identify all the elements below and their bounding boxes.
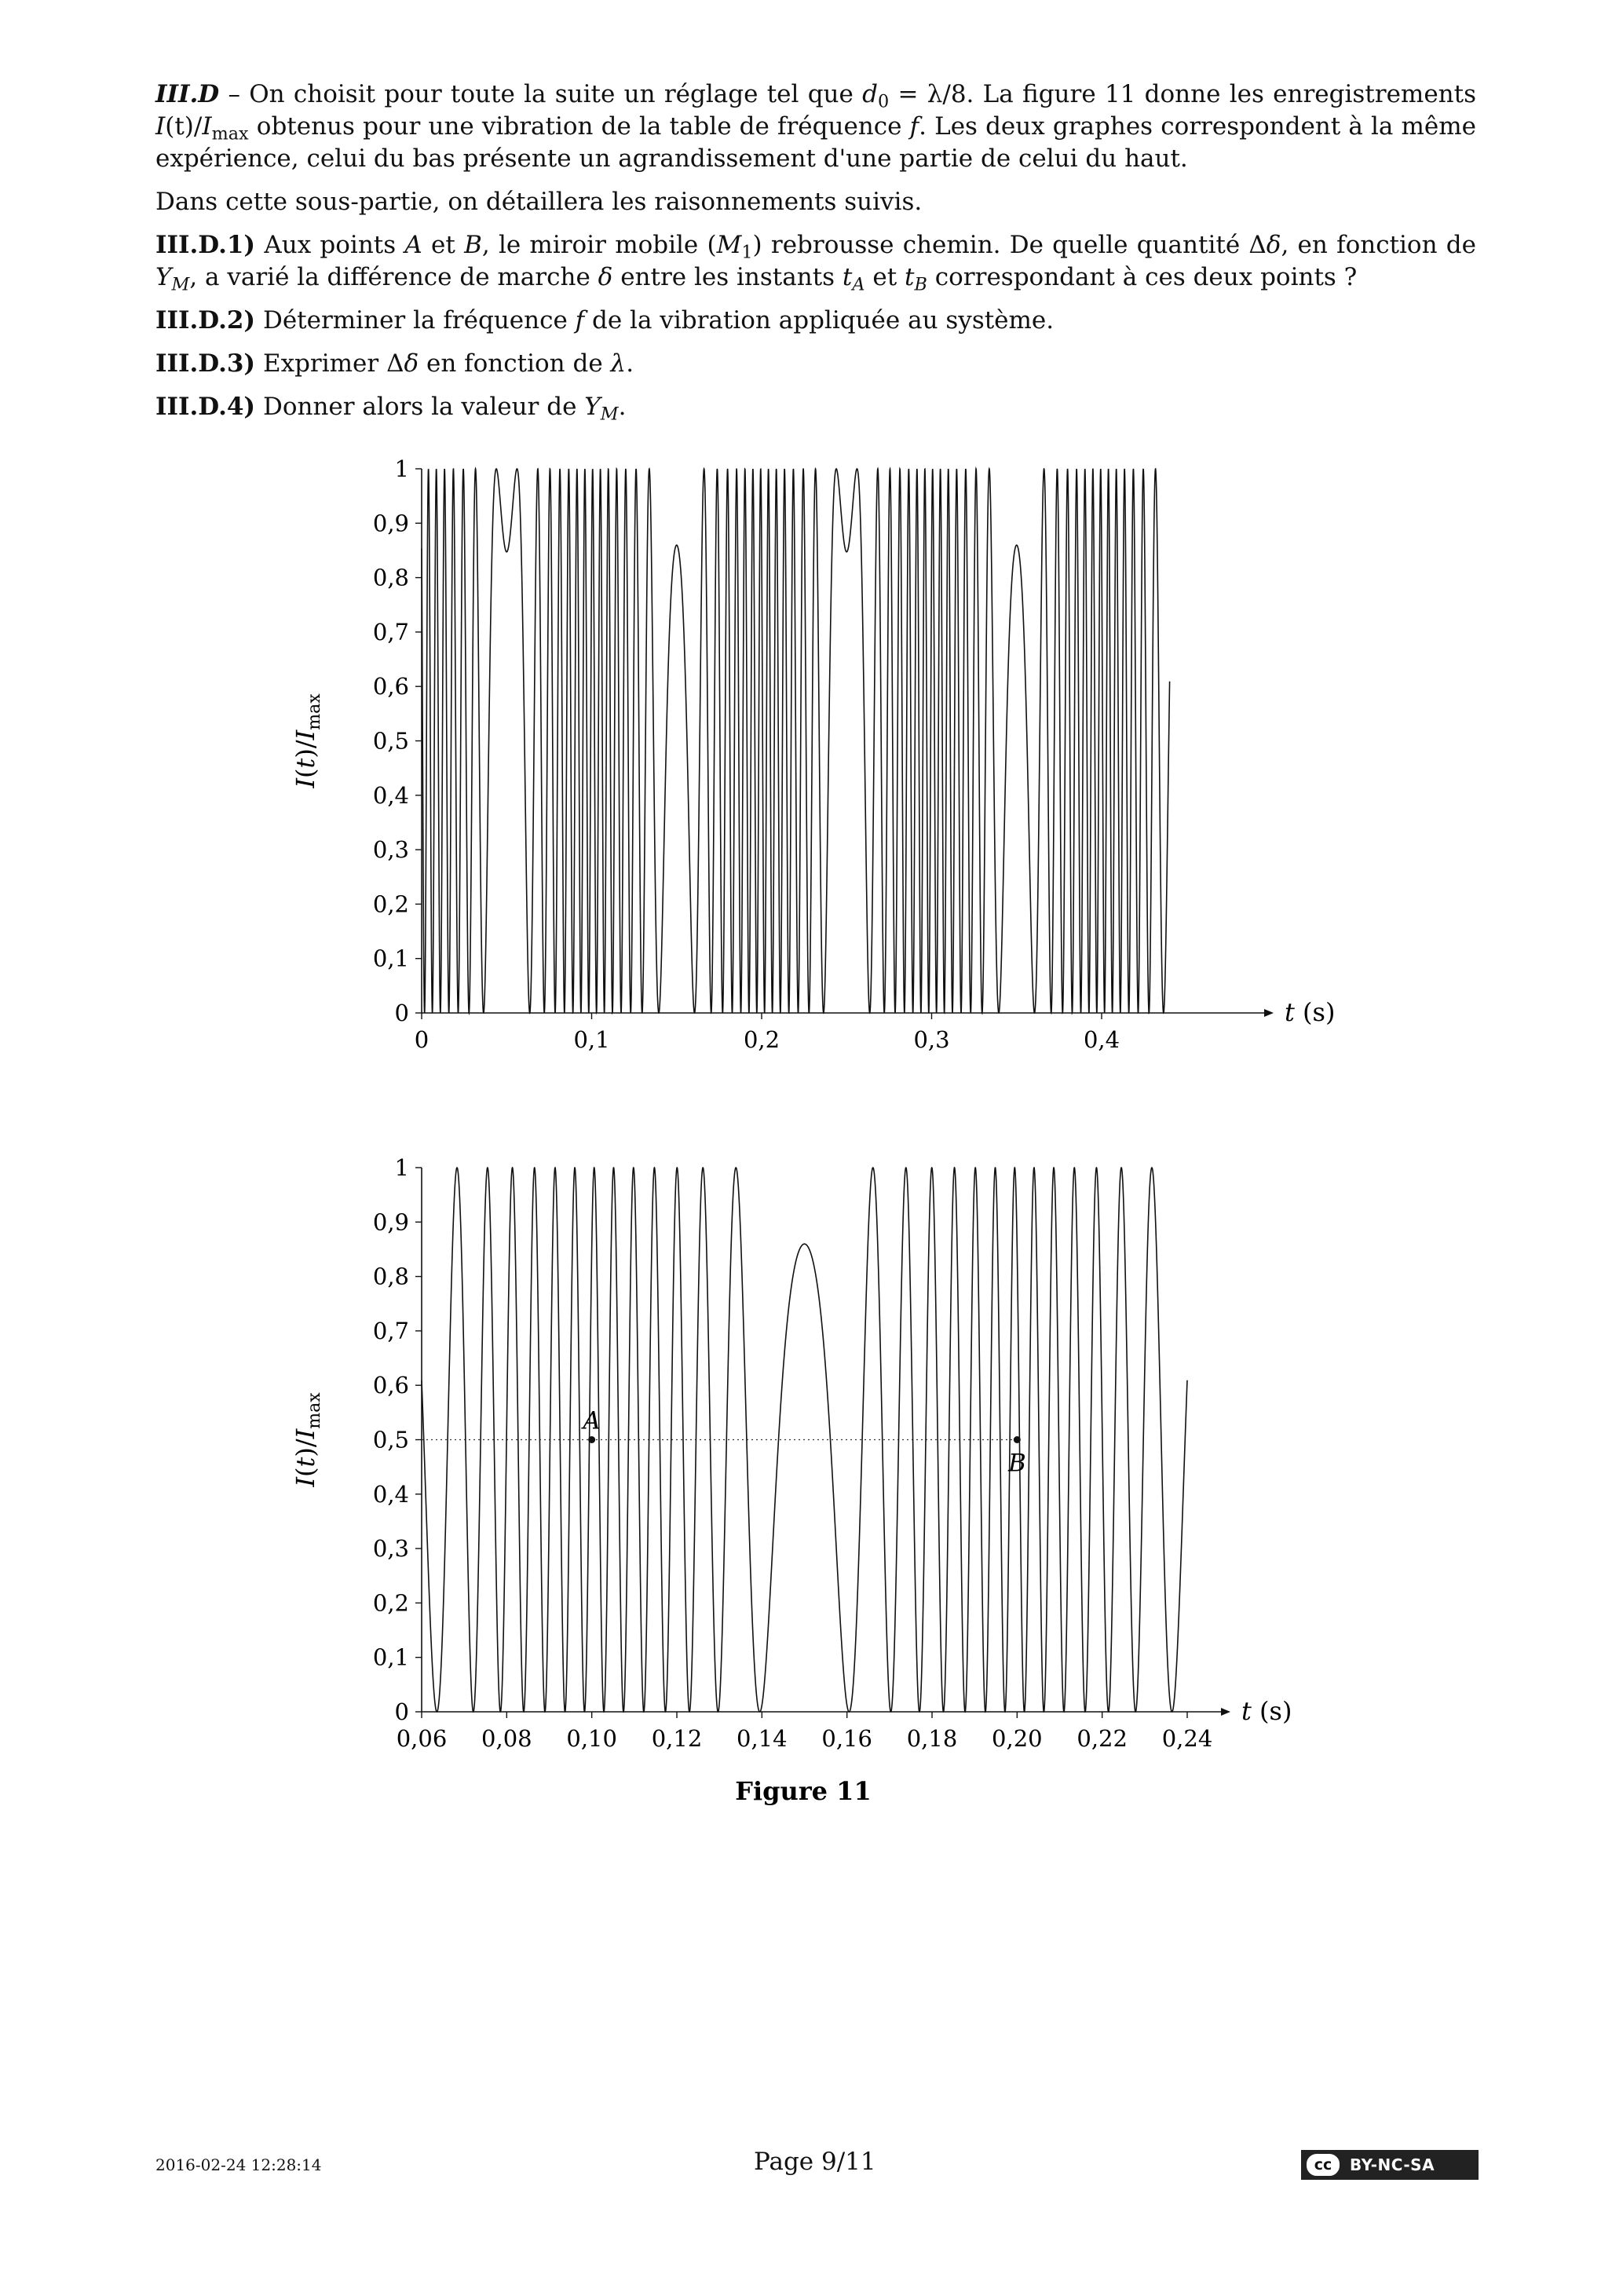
x-axis-arrow [1221,1708,1230,1716]
x-tick-label: 0,24 [1161,1725,1213,1752]
x-tick-label: 0,14 [737,1725,788,1752]
y-tick-label: 0,8 [372,564,409,591]
y-tick-label: 0,6 [372,673,409,700]
y-tick-label: 0,3 [372,1535,409,1563]
y-tick-label: 0,7 [372,1317,409,1344]
y-tick-label: 0,4 [372,1480,409,1508]
point-label-A: A [583,1406,601,1435]
y-axis-label: $I(t)/I_{max}$ [291,1392,324,1487]
chart-top [291,455,1335,1053]
y-tick-label: 0,3 [372,836,409,864]
x-axis-label: t (s) [1241,1696,1292,1726]
intro-paragraph: Dans cette sous-partie, on détaillera les raisonnements suivis. [155,188,923,216]
y-tick-label: 0,5 [372,727,409,755]
y-tick-label: 0,9 [372,1208,409,1236]
y-tick-label: 0,6 [372,1372,409,1399]
y-tick-label: 0,9 [372,510,409,537]
section-paragraph: III.D – On choisit pour toute la suite un réglage tel que $d_0 = \lambda/8$. La figure 11 donne les enregistrements $I(t)/I_{max}$ obtenus pour une vibration de la table de fréquence f. Les deux graphes correspondent à la même expérience, celui du bas présente un agrandissement d'une partie de celui du haut. [155,80,1477,173]
x-tick-label: 0,2 [743,1026,780,1053]
y-tick-label: 1 [394,1154,409,1181]
x-axis-arrow [1264,1009,1274,1017]
x-tick-label: 0 [414,1026,430,1053]
cc-icon: cc [1304,2152,1342,2178]
y-tick-label: 0,4 [372,781,409,809]
y-tick-label: 1 [394,455,409,482]
y-tick-label: 0,7 [372,618,409,645]
question-label: III.D.2) [155,306,256,335]
x-tick-label: 0,18 [906,1725,958,1752]
y-tick-label: 0,2 [372,1589,409,1617]
question-label: III.D.4) [155,393,256,421]
question-4: III.D.4) Donner alors la valeur de $Y_M$. [155,393,627,425]
x-tick-label: 0,20 [992,1725,1043,1752]
question-label: III.D.1) [155,231,256,259]
question-3: III.D.3) Exprimer Δδ en fonction de λ. [155,349,634,378]
chart-bottom [291,1154,1292,1752]
x-tick-label: 0,1 [573,1026,610,1053]
question-2: III.D.2) Déterminer la fréquence f de la vibration appliquée au système. [155,306,1055,335]
x-tick-label: 0,3 [913,1026,950,1053]
license-label: BY-NC-SA [1350,2155,1435,2174]
question-label: III.D.3) [155,349,256,378]
x-tick-label: 0,4 [1083,1026,1120,1053]
x-tick-label: 0,16 [821,1725,872,1752]
point-label-B: B [1007,1449,1026,1478]
x-axis-label: t (s) [1285,997,1336,1027]
x-tick-label: 0,12 [651,1725,703,1752]
footer-date: 2016-02-24 12:28:14 [155,2155,322,2174]
section-label: III.D [155,80,220,108]
y-tick-label: 0,2 [372,890,409,918]
point-B [1014,1436,1021,1443]
question-1: III.D.1) Aux points A et B, le miroir mobile $(M_1)$ rebrousse chemin. De quelle quantité Δδ, en fonction de $Y_M$, a varié la différence de marche δ entre les instants $t_A$ et $t_B$ correspondant à ces deux points ? [155,231,1476,295]
y-tick-label: 0,1 [372,945,409,972]
y-tick-label: 0,1 [372,1643,409,1671]
y-axis-label: $I(t)/I_{max}$ [291,693,324,788]
point-A [588,1436,595,1443]
x-tick-label: 0,10 [566,1725,617,1752]
x-tick-label: 0,06 [396,1725,448,1752]
figure-caption: Figure 11 [735,1776,872,1806]
y-tick-label: 0 [394,1698,409,1725]
y-tick-label: 0 [394,1000,409,1026]
x-tick-label: 0,08 [481,1725,532,1752]
license-badge [1301,2150,1479,2180]
y-tick-label: 0,5 [372,1426,409,1453]
signal-curve [422,469,1170,1013]
page-number: Page 9/11 [754,2148,876,2176]
y-tick-label: 0,8 [372,1263,409,1290]
x-tick-label: 0,22 [1077,1725,1128,1752]
